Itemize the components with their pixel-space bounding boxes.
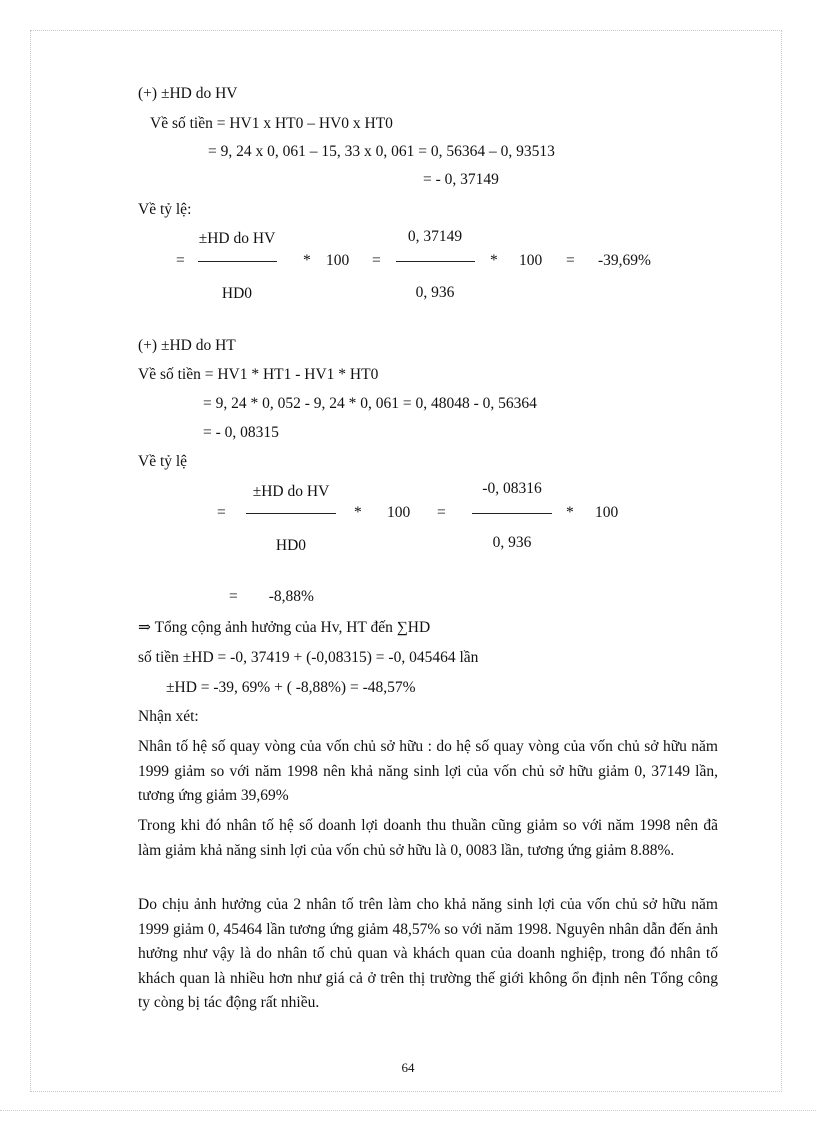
section2-frac2-numerator: -0, 08316 [482, 480, 542, 497]
summary-pct-total: ±HD = -39, 69% + ( -8,88%) = -48,57% [166, 679, 416, 696]
section1-times-2: * [490, 252, 498, 269]
section1-frac2-denominator: 0, 936 [415, 284, 455, 301]
section1-frac1-denominator: HD0 [221, 285, 253, 302]
section2-frac1-denominator: HD0 [275, 537, 307, 554]
section1-eq-sign-2: = [372, 252, 381, 269]
section1-hundred-2: 100 [519, 252, 543, 269]
section2-hundred-2: 100 [595, 504, 619, 521]
section1-hundred-1: 100 [326, 252, 350, 269]
section1-money-line: Về số tiền = HV1 x HT0 – HV0 x HT0 [150, 115, 393, 132]
section1-eq-sign-3: = [566, 252, 575, 269]
section2-eq-sign-1: = [217, 504, 226, 521]
section1-eq-sign-1: = [176, 252, 185, 269]
section2-frac1-numerator: ±HD do HV [252, 483, 330, 500]
section1-heading: (+) ±HD do HV [138, 85, 238, 102]
section2-frac2-denominator: 0, 936 [492, 534, 532, 551]
section2-frac1-bar [246, 513, 336, 514]
bottom-rule [0, 1110, 816, 1111]
section1-calc-line: = 9, 24 x 0, 061 – 15, 33 x 0, 061 = 0, 56364 – 0, 93513 [208, 143, 555, 160]
section2-frac2-bar [472, 513, 552, 514]
section2-times-1: * [354, 504, 362, 521]
section1-frac2-bar [396, 261, 475, 262]
section1-result-line: = - 0, 37149 [423, 171, 499, 188]
section1-frac2-numerator: 0, 37149 [407, 228, 463, 245]
section2-money-line: Về số tiền = HV1 * HT1 - HV1 * HT0 [138, 366, 379, 383]
section2-ratio-label: Về tỷ lệ [138, 453, 188, 470]
section2-eq-sign-2: = [437, 504, 446, 521]
remark-label: Nhận xét: [138, 708, 199, 725]
section1-ratio-label: Về tỷ lệ: [138, 201, 192, 218]
paragraph-3: Do chịu ảnh hưởng của 2 nhân tố trên làm cho khả năng sinh lợi của vốn chủ sở hữu năm 1999 giảm 0, 45464 lần tương ứng giảm 48,57% so với năm 1998. Nguyên nhân dẫn đến ảnh hưởng như vậy là do nhân tố chủ quan và khách quan của doanh nghiệp, trong đó nhân tố khách quan là nhiều hơn như giá cả ở trên thị trường thế giới không ổn định nên Tổng công ty còng bị tác động rất nhiều. [138, 896, 718, 1011]
page-number: 64 [401, 1060, 415, 1075]
section2-calc-line: = 9, 24 * 0, 052 - 9, 24 * 0, 061 = 0, 48048 - 0, 56364 [203, 395, 537, 412]
paragraph-2: Trong khi đó nhân tố hệ số doanh lợi doanh thu thuần cũng giảm so với năm 1998 nên đã làm giảm khả năng sinh lợi của vốn chủ sở hữu là 0, 0083 lần, tương ứng giảm 8.88%. [138, 817, 718, 859]
section1-times-1: * [303, 252, 311, 269]
section2-times-2: * [566, 504, 574, 521]
summary-money-total: số tiền ±HD = -0, 37419 + (-0,08315) = -0, 045464 lần [138, 649, 479, 666]
section1-result-pct: -39,69% [598, 252, 651, 269]
section1-frac1-numerator: ±HD do HV [198, 230, 276, 247]
section2-result-pct: = -8,88% [229, 588, 314, 605]
section1-frac1-bar [198, 261, 277, 262]
section2-heading: (+) ±HD do HT [138, 337, 236, 354]
paragraph-1: Nhân tố hệ số quay vòng của vốn chủ sở hữu : do hệ số quay vòng của vốn chủ sở hữu năm 1999 giảm so với năm 1998 nên khả năng sinh lợi của vốn chủ sở hữu giảm 0, 37149 lần, tương ứng giảm 39,69% [138, 738, 718, 804]
summary-total-line: ⇒ Tổng cộng ảnh hưởng của Hv, HT đến ∑HD [138, 619, 431, 636]
section2-hundred-1: 100 [387, 504, 411, 521]
section2-result-line: = - 0, 08315 [203, 424, 279, 441]
